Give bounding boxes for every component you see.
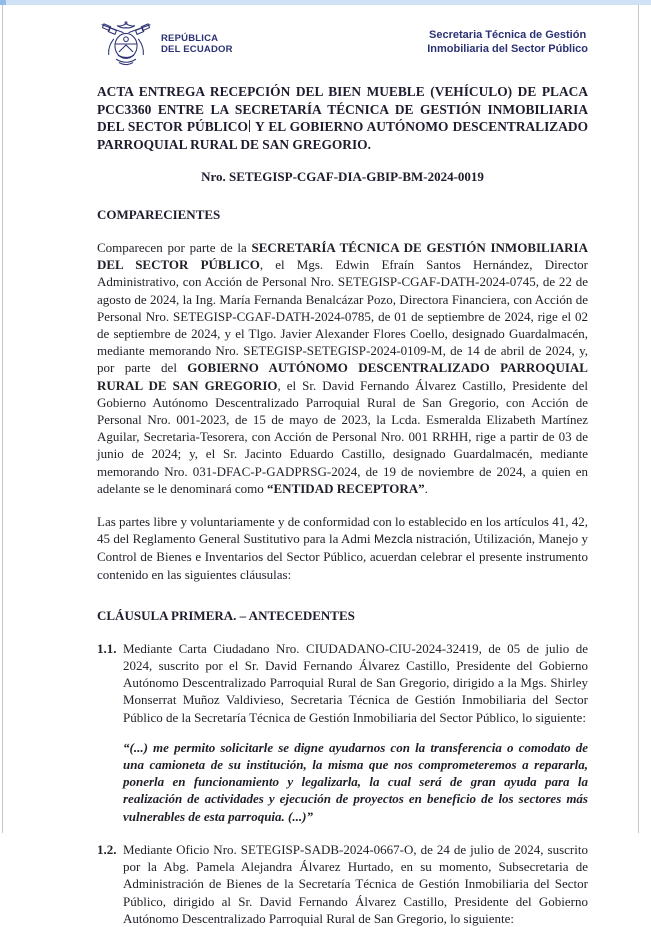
logo-text [161,33,233,55]
paragraph-las-partes: Las partes libre y voluntariamente y de conformidad con lo establecido en los artículos 41, 42, 45 del Reglamento General Sustitutivo para la Admi Mezcla nistración, Utilización, Manejo y Control de Bienes e Inventarios del Sector Público, acuerdan celebrar el presente instrumento contenido en las siguientes cláusulas: [97,514,588,582]
org-name-line1: Secretaria Técnica de Gestión [429,29,587,41]
logo-text-line2: DEL ECUADOR [161,44,233,55]
document-title: ACTA ENTREGA RECEPCIÓN DEL BIEN MUEBLE (VEHÍCULO) DE PLACA PCC3360 ENTRE LA SECRETARÍA TÉCNICA DE GESTIÓN INMOBILIARIA DEL SECTOR PÚBLICO Y EL GOBIERNO AUTÓNOMO DESCENTRALIZADO PARROQUIAL RURAL DE SAN GREGORIO. [97,84,588,152]
republica-del-ecuador-logo [97,20,233,68]
document-header [97,20,588,68]
org-name-line2: Inmobiliaria del Sector Público [427,42,588,55]
document-page[interactable] [2,5,639,926]
heading-comparecientes: COMPARECIENTES [97,207,221,222]
list-item-text: Mediante Oficio Nro. SETEGISP-SADB-2024-0667-O, de 24 de julio de 2024, suscrito por la Abg. Pamela Alejandra Álvarez Hurtado, en su momento, Subsecretaria de Administración de Bienes de la Secretaría Técnica de Gestión Inmobiliaria del Sector Público, dirigido al Sr. David Fernando Álvarez Castillo, Presidente del Gobierno Autónomo Descentralizado Parroquial Rural de San Gregorio, lo siguiente: [123,841,588,926]
heading-clausula-primera: CLÁUSULA PRIMERA. – ANTECEDENTES [97,607,355,623]
document-number: Nro. SETEGISP-CGAF-DIA-GBIP-BM-2024-0019 [201,169,484,184]
list-item-number: 1.2. [97,841,117,857]
blockquote-solicitud: “(...) me permito solicitarle se digne ayudarnos con la transferencia o comodato de una camioneta de su institución, la misma que nos comprometeremos a repararla, ponerla en funcionamiento y legalizarla, la cual será de gran ayuda para la realización de actividades y ejecución de proyectos en beneficio de los sectores más vulnerables de esta parroquia. (...)” [123,739,588,824]
list-item-1-1 [97,640,588,726]
list-item-text: Mediante Carta Ciudadano Nro. CIUDADANO-CIU-2024-32419, de 05 de julio de 2024, suscrito por el Sr. David Fernando Álvarez Castillo, Presidente del Gobierno Autónomo Descentralizado Parroquial Rural de San Gregorio, dirigido a la Mgs. Shirley Monserrat Muñoz Valdivieso, Secretaria Técnica de Gestión Inmobiliaria del Sector Público de la Secretaría Técnica de Gestión Inmobiliaria del Sector Público, lo siguiente: [123,640,588,725]
org-name [427,29,588,56]
list-item-1-2 [97,841,588,927]
paragraph-comparecen: Comparecen por parte de la SECRETARÍA TÉCNICA DE GESTIÓN INMOBILIARIA DEL SECTOR PÚBLICO, el Mgs. Edwin Efraín Santos Hernández, Director Administrativo, con Acción de Personal Nro. SETEGISP-CGAF-DATH-2024-0745, de 22 de agosto de 2024, la Ing. María Fernanda Benalcázar Pozo, Directora Financiera, con Acción de Personal Nro. SETEGISP-CGAF-DATH-2024-0785, de 01 de septiembre de 2024, rige el 02 de septiembre de 2024, y el Tlgo. Javier Alexander Flores Coello, designado Guardalmacén, mediante memorando Nro. SETEGISP-SETEGISP-2024-0109-M, de 14 de abril de 2024, y, por parte del GOBIERNO AUTÓNOMO DESCENTRALIZADO PARROQUIAL RURAL DE SAN GREGORIO, el Sr. David Fernando Álvarez Castillo, Presidente del Gobierno Autónomo Descentralizado Parroquial Rural de San Gregorio, con Acción de Personal Nro. 001-2023, de 15 de mayo de 2023, la Lcda. Esmeralda Elizabeth Martínez Aguilar, Secretaria-Tesorera, con Acción de Personal Nro. 001 RRHH, rige a partir de 03 de junio de 2024; y, el Sr. Jacinto Eduardo Castillo, designado Guardalmacén, mediante memorando Nro. 031-DFAC-P-GADPRSG-2024, de 19 de noviembre de 2024, a quien en adelante se le denominará como “ENTIDAD RECEPTORA”. [97,240,589,496]
list-item-number: 1.1. [97,640,117,656]
ecuador-coat-of-arms-icon [97,20,155,68]
logo-text-line1: REPÚBLICA [161,33,219,44]
